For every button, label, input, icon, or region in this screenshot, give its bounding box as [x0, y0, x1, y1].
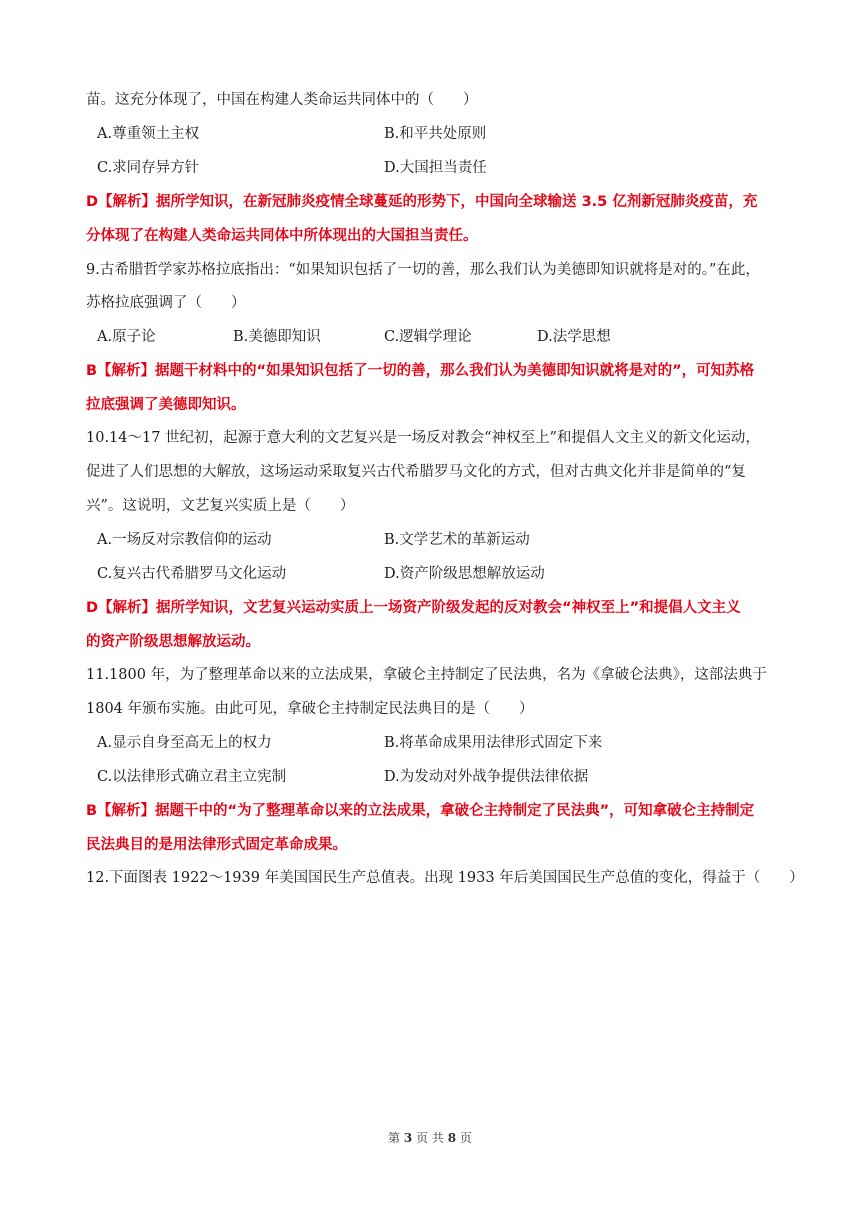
q11-stem-line-1: 11.1800 年，为了整理革命以来的立法成果，拿破仑主持制定了民法典，名为《拿破仑法典》，这部法典于: [86, 667, 767, 683]
footer-middle: 页 共: [416, 1131, 444, 1145]
footer-total-pages: 8: [447, 1131, 457, 1145]
q8-option-a: A.尊重领土主权: [97, 126, 200, 142]
q9-option-d: D.法学思想: [537, 329, 611, 345]
q8-analysis-line-1: D【解析】据所学知识，在新冠肺炎疫情全球蔓延的形势下，中国向全球输送 3.5 亿剂新冠肺炎疫苗，充: [86, 194, 758, 210]
q8-option-d: D.大国担当责任: [384, 160, 487, 176]
q9-analysis-line-2: 拉底强调了美德即知识。: [86, 397, 246, 413]
q9-option-a: A.原子论: [97, 329, 156, 345]
q9-stem-line-2: 苏格拉底强调了（ ）: [86, 295, 246, 311]
q9-option-b: B.美德即知识: [233, 329, 321, 345]
q10-option-d: D.资产阶级思想解放运动: [384, 566, 545, 582]
q9-option-c: C.逻辑学理论: [384, 329, 472, 345]
q10-option-a: A.一场反对宗教信仰的运动: [97, 532, 272, 548]
q10-option-b: B.文学艺术的革新运动: [384, 532, 530, 548]
q10-option-c: C.复兴古代希腊罗马文化运动: [97, 566, 287, 582]
q10-stem-line-2: 促进了人们思想的大解放，这场运动采取复兴古代希腊罗马文化的方式，但对古典文化并非是简单的“复: [86, 464, 746, 480]
q10-analysis-line-1: D【解析】据所学知识，文艺复兴运动实质上一场资产阶级发起的反对教会“神权至上”和提倡人文主义: [86, 600, 741, 616]
footer-page-number: 3: [403, 1131, 413, 1145]
q9-stem-line-1: 9.古希腊哲学家苏格拉底指出：“如果知识包括了一切的善，那么我们认为美德即知识就将是对的。”在此，: [86, 262, 760, 278]
q10-analysis-line-2: 的资产阶级思想解放运动。: [86, 634, 260, 650]
footer-suffix: 页: [459, 1131, 472, 1145]
q8-option-c: C.求同存异方针: [97, 160, 200, 176]
q11-option-b: B.将革命成果用法律形式固定下来: [384, 735, 603, 751]
q11-analysis-line-2: 民法典目的是用法律形式固定革命成果。: [86, 837, 347, 853]
q9-analysis-line-1: B【解析】据题干材料中的“如果知识包括了一切的善，那么我们认为美德即知识就将是对的”，可知苏格: [86, 363, 755, 379]
q11-analysis-line-1: B【解析】据题干中的“为了整理革命以来的立法成果，拿破仑主持制定了民法典”，可知拿破仑主持制定: [86, 803, 755, 819]
q8-analysis-line-2: 分体现了在构建人类命运共同体中所体现出的大国担当责任。: [86, 228, 478, 244]
page-footer: [0, 1129, 860, 1146]
q10-stem-line-3: 兴”。这说明，文艺复兴实质上是（ ）: [86, 498, 355, 514]
q11-option-a: A.显示自身至高无上的权力: [97, 735, 272, 751]
footer-prefix: 第: [388, 1131, 401, 1145]
q11-option-c: C.以法律形式确立君主立宪制: [97, 769, 287, 785]
q11-stem-line-2: 1804 年颁布实施。由此可见，拿破仑主持制定民法典目的是（ ）: [86, 701, 534, 717]
q10-stem-line-1: 10.14～17 世纪初，起源于意大利的文艺复兴是一场反对教会“神权至上”和提倡人文主义的新文化运动，: [86, 430, 760, 446]
q11-option-d: D.为发动对外战争提供法律依据: [384, 769, 589, 785]
q8-option-b: B.和平共处原则: [384, 126, 487, 142]
q12-stem: 12.下面图表 1922～1939 年美国国民生产总值表。出现 1933 年后美国国民生产总值的变化，得益于（ ）: [86, 870, 804, 886]
q8-stem: 苗。这充分体现了，中国在构建人类命运共同体中的（ ）: [86, 92, 478, 108]
